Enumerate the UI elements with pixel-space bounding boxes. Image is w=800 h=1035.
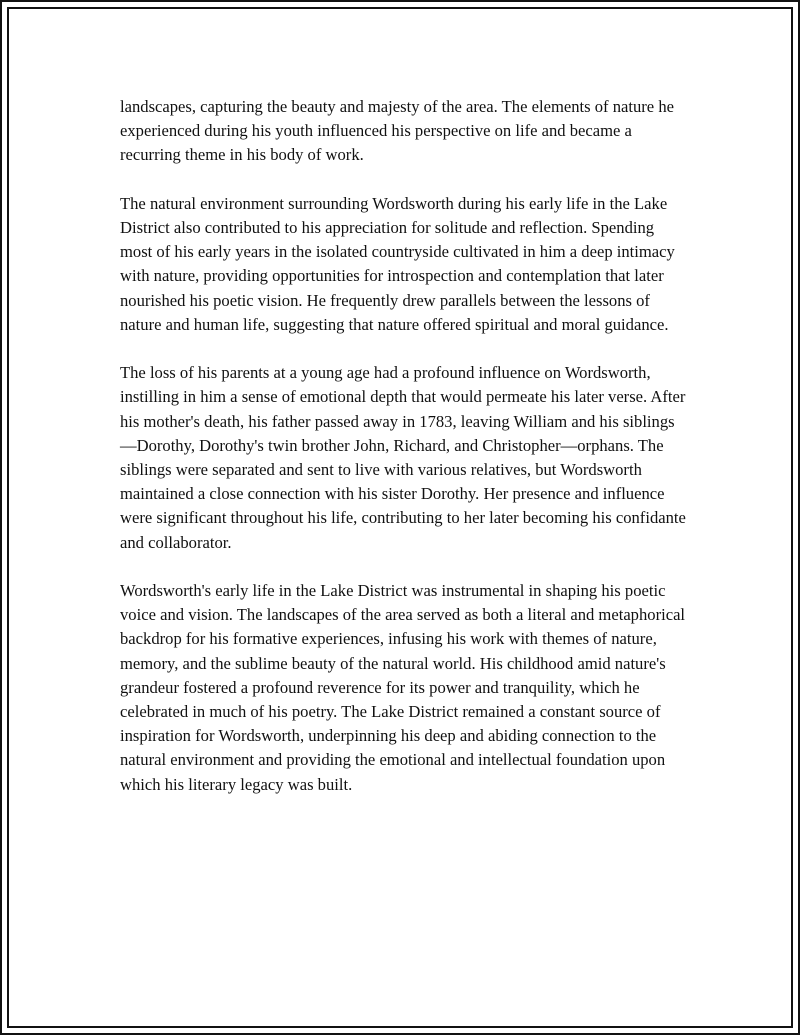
- paragraph-2: The natural environment surrounding Wordsworth during his early life in the Lake District also contributed to his appreciation for solitude and reflection. Spending most of his early years in the isolated countryside cultivated in him a deep intimacy with nature, providing opportunities for introspection and contemplation that later nourished his poetic vision. He frequently drew parallels between the lessons of nature and human life, suggesting that nature offered spiritual and moral guidance.: [120, 193, 675, 334]
- document-body: [120, 95, 690, 821]
- paragraph-4: Wordsworth's early life in the Lake District was instrumental in shaping his poetic voice and vision. The landscapes of the area served as both a literal and metaphorical backdrop for his formative experiences, infusing his work with themes of nature, memory, and the sublime beauty of the natural world. His childhood amid nature's grandeur fostered a profound reverence for its power and tranquility, which he celebrated in much of his poetry. The Lake District remained a constant source of inspiration for Wordsworth, underpinning his deep and abiding connection to the natural environment and providing the emotional and intellectual foundation upon which his literary legacy was built.: [120, 581, 686, 794]
- paragraph-1: landscapes, capturing the beauty and majesty of the area. The elements of nature he experienced during his youth influenced his perspective on life and became a recurring theme in his body of work.: [120, 97, 674, 165]
- paragraph-3: The loss of his parents at a young age had a profound influence on Wordsworth, instilling in him a sense of emotional depth that would permeate his later verse. After his mother's death, his father passed away in 1783, leaving William and his siblings—Dorothy, Dorothy's twin brother John, Richard, and Christopher—orphans. The siblings were separated and sent to live with various relatives, but Wordsworth maintained a close connection with his sister Dorothy. Her presence and influence were significant throughout his life, contributing to her later becoming his confidante and collaborator.: [120, 363, 686, 552]
